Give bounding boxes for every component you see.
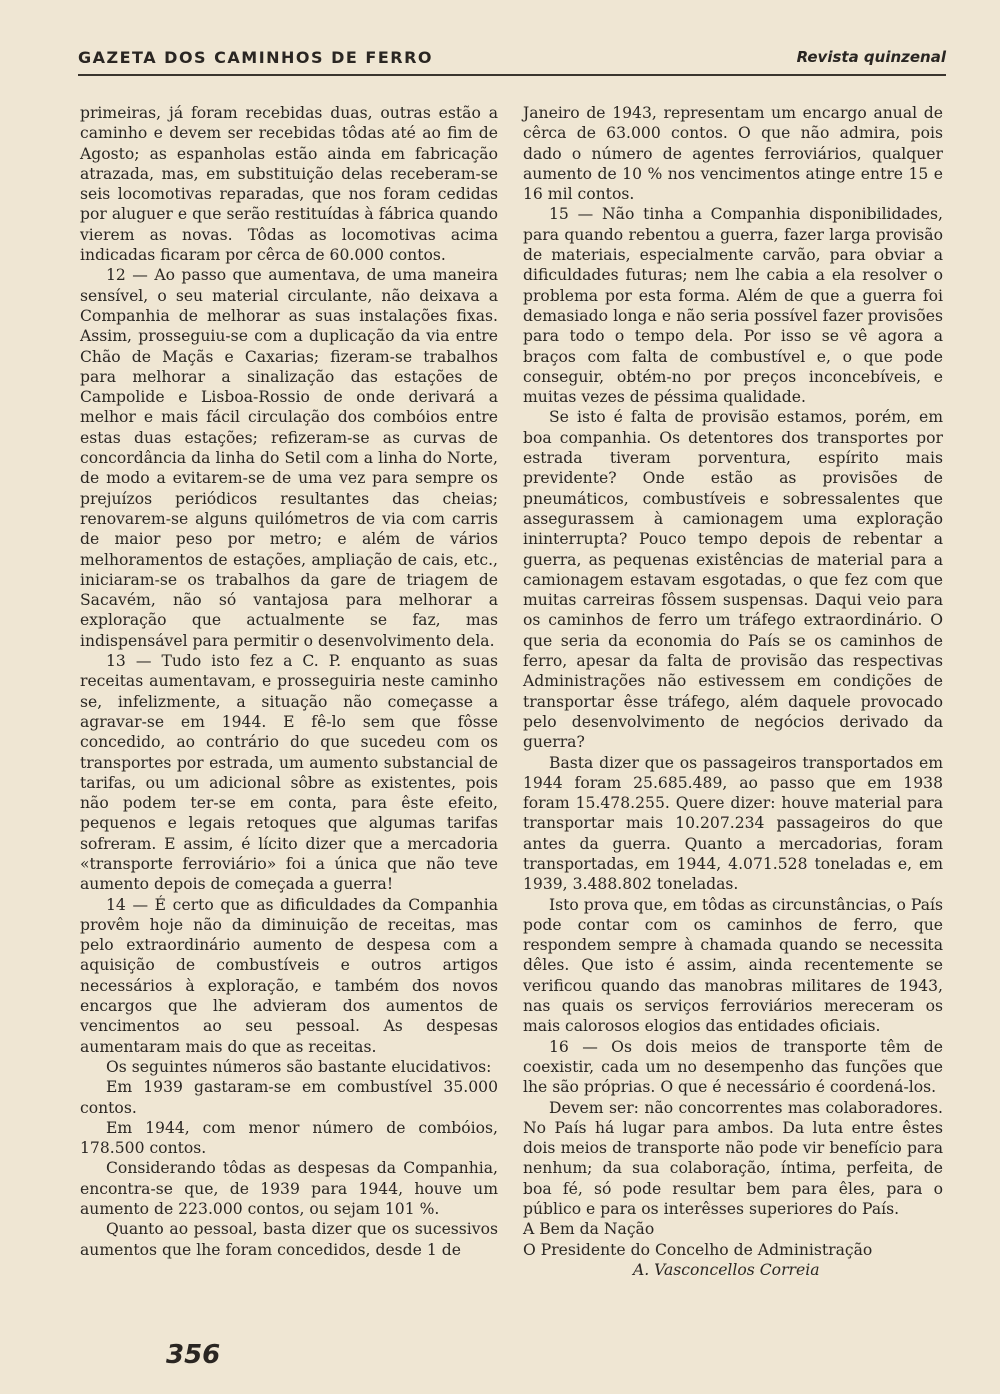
- paragraph: Devem ser: não concorrentes mas colaboradores. No País há lugar para ambos. Da luta entre êstes dois meios de transporte não pode vir benefício para nenhum; da sua colaboração, íntima, perfeita, de boa fé, só pode resultar bem para êles, para o público e para os interêsses superiores do País.: [523, 1098, 943, 1219]
- paragraph: Considerando tôdas as despesas da Companhia, encontra-se que, de 1939 para 1944, houve um aumento de 223.000 contos, ou sejam 101 %.: [80, 1159, 498, 1219]
- paragraph: Em 1939 gastaram-se em combustível 35.000 contos.: [80, 1078, 498, 1117]
- publication-title: GAZETA DOS CAMINHOS DE FERRO: [78, 48, 434, 67]
- paragraph: Quanto ao pessoal, basta dizer que os sucessivos aumentos que lhe foram concedidos, desde 1 de: [80, 1220, 498, 1259]
- publication-subtitle: Revista quinzenal: [796, 48, 946, 66]
- paragraph: 14 — É certo que as dificuldades da Companhia provêm hoje não da diminuição de receitas, mas pelo extraordinário aumento de despesa com a aquisição de combustíveis e outros artigos necessários à exploração, e também dos novos encargos que lhe advieram dos aumentos de vencimentos ao seu pessoal. As despesas aumentaram mais do que as receitas.: [80, 895, 498, 1056]
- paragraph: 16 — Os dois meios de transporte têm de coexistir, cada um no desempenho das funções que lhe são próprias. O que é necessário é coordená-los.: [523, 1037, 943, 1097]
- signature: A. Vasconcellos Correia: [633, 1260, 820, 1279]
- closing-role: O Presidente do Concelho de Administração: [523, 1240, 873, 1259]
- paragraph: 12 — Ao passo que aumentava, de uma maneira sensível, o seu material circulante, não deixava a Companhia de melhorar as suas instalações fixas. Assim, prosseguiu-se com a duplicação da via entre Chão de Maçãs e Caxarias; fizeram-se trabalhos para melhorar a sinalização das estações de Campolide e Lisboa-Rossio de onde derivará a melhor e mais fácil circulação dos combóios entre estas duas estações; refizeram-se as curvas de concordância da linha do Setil com a linha do Norte, de modo a evitarem-se de uma vez para sempre os prejuízos periódicos resultantes das cheias; renovarem-se alguns quilómetros de via com carris de maior peso por metro; e além de vários melhoramentos de estações, ampliação de cais, etc., iniciaram-se os trabalhos da gare de triagem de Sacavém, não só vantajosa para melhorar a exploração que actualmente se faz, mas indispensável para permitir o desenvolvimento dela.: [80, 266, 498, 650]
- closing-salutation: A Bem da Nação: [523, 1220, 655, 1239]
- page-header: [78, 44, 946, 76]
- paragraph: Se isto é falta de provisão estamos, porém, em boa companhia. Os detentores dos transportes por estrada tiveram porventura, espírito mais previdente? Onde estão as provisões de pneumáticos, combustíveis e sobressalentes que assegurassem à camionagem uma exploração ininterrupta? Pouco tempo depois de rebentar a guerra, as pequenas existências de material para a camionagem estavam esgotadas, o que fez com que muitas carreiras fôssem suspensas. Daqui veio para os caminhos de ferro um tráfego extraordinário. O que seria da economia do País se os caminhos de ferro, apesar da falta de provisão das respectivas Administrações não estivessem em condições de transportar êsse tráfego, além daquele provocado pelo desenvolvimento de negócios derivado da guerra?: [523, 408, 943, 752]
- page-number: 356: [166, 1340, 221, 1370]
- right-column: [523, 103, 943, 1280]
- paragraph: Janeiro de 1943, representam um encargo anual de cêrca de 63.000 contos. O que não admira, pois dado o número de agentes ferroviários, qualquer aumento de 10 % nos vencimentos atinge entre 15 e 16 mil contos.: [523, 104, 943, 204]
- paragraph: 13 — Tudo isto fez a C. P. enquanto as suas receitas aumentavam, e prosseguiria neste caminho se, infelizmente, a situação não começasse a agravar-se em 1944. E fê-lo sem que fôsse concedido, ao contrário do que sucedeu com os transportes por estrada, um aumento substancial de tarifas, ou um adicional sôbre as existentes, pois não podem ter-se em conta, para êste efeito, pequenos e legais retoques que algumas tarifas sofreram. E assim, é lícito dizer que a mercadoria «transporte ferroviário» foi a única que não teve aumento depois de começada a guerra!: [80, 652, 498, 894]
- paragraph: primeiras, já foram recebidas duas, outras estão a caminho e devem ser recebidas tôdas até ao fim de Agosto; as espanholas estão ainda em fabricação atrazada, mas, em substituição delas receberam-se seis locomotivas reparadas, que nos foram cedidas por aluguer e que serão restituídas à fábrica quando vierem as novas. Tôdas as locomotivas acima indicadas ficaram por cêrca de 60.000 contos.: [80, 104, 498, 265]
- left-column: [80, 103, 498, 1260]
- paragraph: Em 1944, com menor número de combóios, 178.500 contos.: [80, 1118, 498, 1158]
- paragraph: Isto prova que, em tôdas as circunstâncias, o País pode contar com os caminhos de ferro, que respondem sempre à chamada quando se necessita dêles. Que isto é assim, ainda recentemente se verificou quando das manobras militares de 1943, nas quais os serviços ferroviários mereceram os mais calorosos elogios das entidades oficiais.: [523, 895, 943, 1036]
- paragraph: 15 — Não tinha a Companhia disponibilidades, para quando rebentou a guerra, fazer larga provisão de materiais, especialmente carvão, para obviar a dificuldades futuras; nem lhe cabia a ela resolver o problema por esta forma. Além de que a guerra foi demasiado longa e não seria possível fazer provisões para todo o tempo dela. Por isso se vê agora a braços com falta de combustível e, o que pode conseguir, obtém-no por preços inconcebíveis, e muitas vezes de péssima qualidade.: [523, 205, 943, 407]
- paragraph: Os seguintes números são bastante elucidativos:: [106, 1057, 492, 1076]
- paragraph: Basta dizer que os passageiros transportados em 1944 foram 25.685.489, ao passo que em 1938 foram 15.478.255. Quere dizer: houve material para transportar mais 10.207.234 passageiros do que antes da guerra. Quanto a mercadorias, foram transportadas, em 1944, 4.071.528 toneladas e, em 1939, 3.488.802 toneladas.: [523, 753, 943, 894]
